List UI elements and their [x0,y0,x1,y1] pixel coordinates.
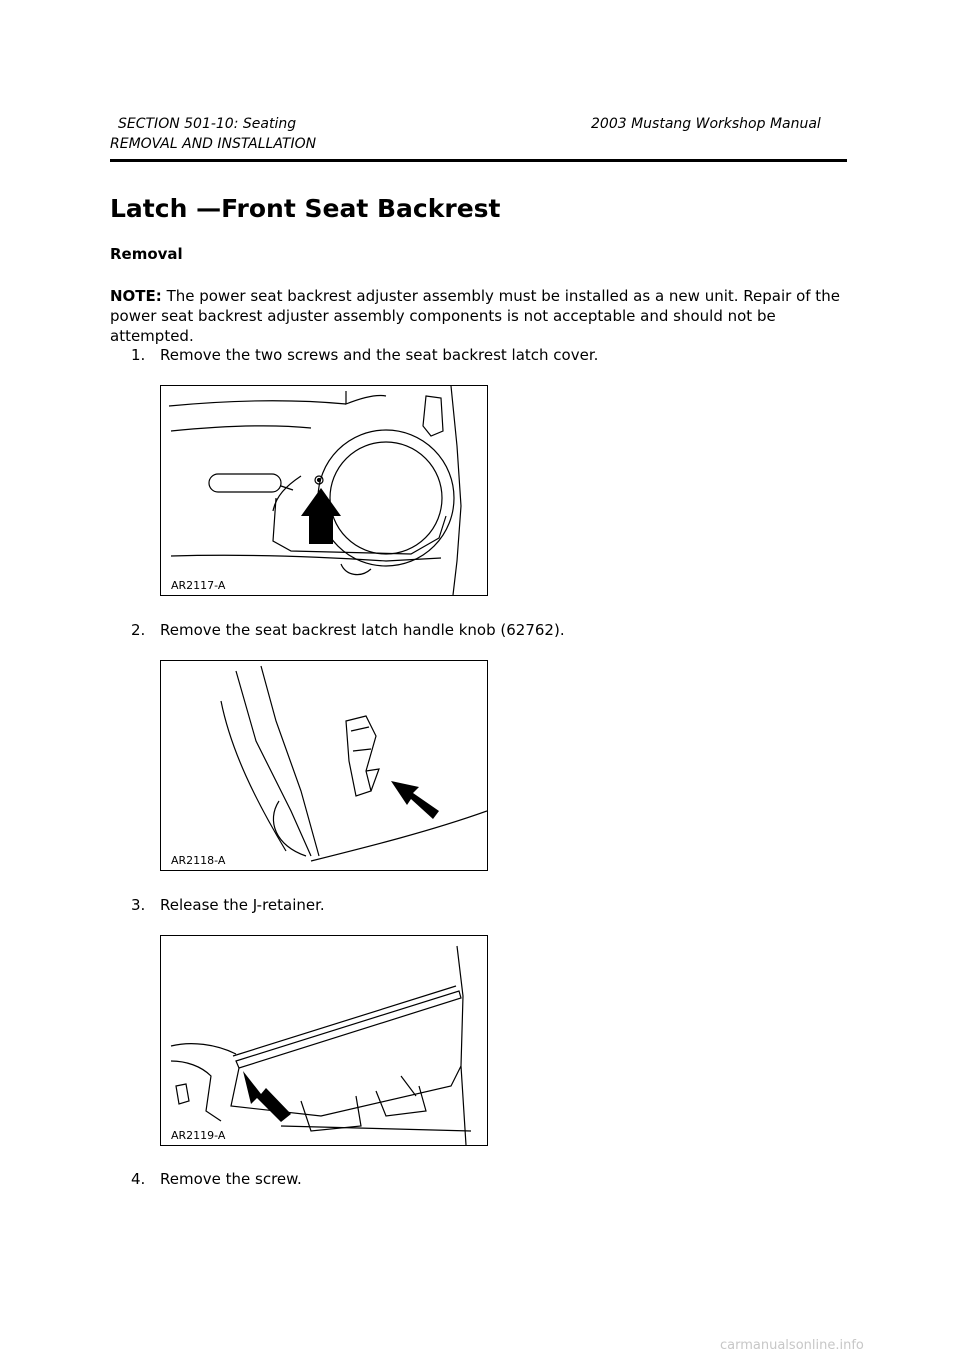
arrow-icon [243,1071,291,1122]
step-number: 1. [131,346,146,364]
page-title: Latch —Front Seat Backrest [110,194,501,223]
subsection-title: REMOVAL AND INSTALLATION [110,136,317,152]
figure-label: AR2117-A [171,579,226,592]
removal-heading: Removal [110,245,183,263]
figure-label: AR2118-A [171,854,226,867]
header-divider [110,159,847,162]
arrow-icon [391,781,439,819]
note-label: NOTE: [110,287,162,305]
note-paragraph [110,286,840,346]
arrow-icon [301,488,341,544]
figure-label: AR2119-A [171,1129,226,1142]
figure-j-retainer [160,935,488,1146]
j-retainer-illustration [161,936,487,1145]
step-text: Remove the seat backrest latch handle knob (62762). [160,621,565,639]
handle-knob-illustration [161,661,487,870]
step-number: 4. [131,1170,146,1188]
watermark: carmanualsonline.info [720,1338,864,1353]
step-number: 3. [131,896,146,914]
step-text: Remove the screw. [160,1170,302,1188]
step-text: Release the J-retainer. [160,896,325,914]
figure-handle-knob [160,660,488,871]
manual-title: 2003 Mustang Workshop Manual [591,116,821,132]
step-number: 2. [131,621,146,639]
step-text: Remove the two screws and the seat backrest latch cover. [160,346,599,364]
figure-latch-cover [160,385,488,596]
section-title: SECTION 501-10: Seating [118,116,297,132]
latch-cover-illustration [161,386,487,595]
note-text: The power seat backrest adjuster assembly must be installed as a new unit. Repair of the power seat backrest adjuster assembly components is not acceptable and should not be attempted. [110,287,840,345]
